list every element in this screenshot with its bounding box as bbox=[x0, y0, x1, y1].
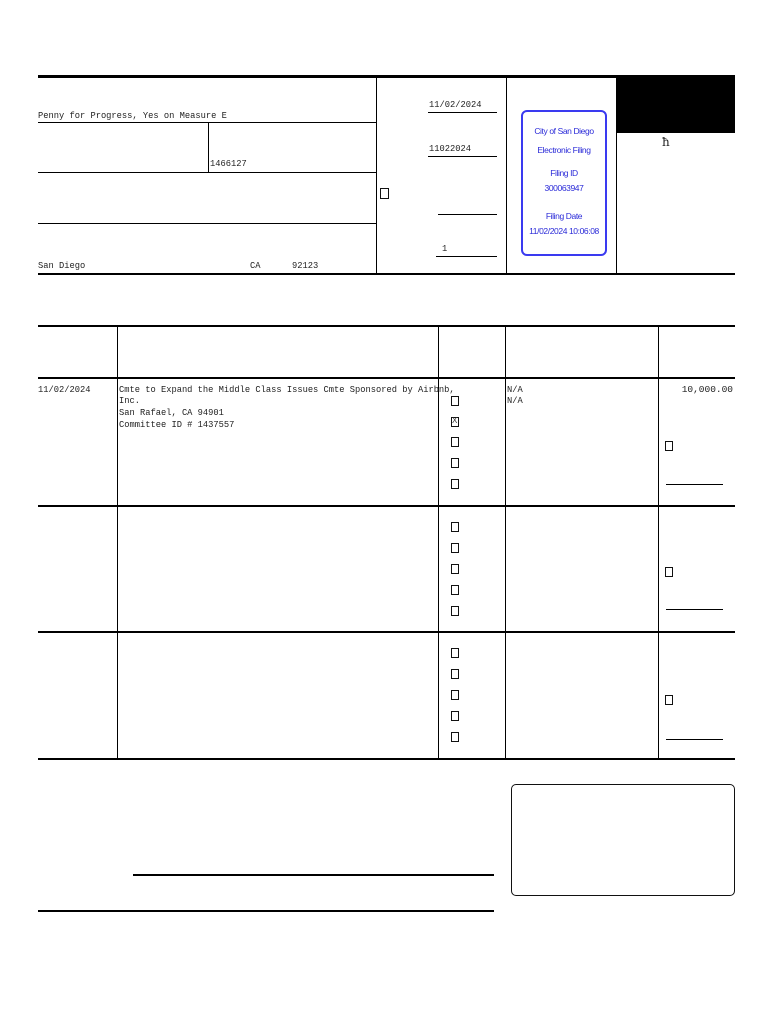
header-vert-short bbox=[208, 122, 209, 172]
stamp-line-4: 300063947 bbox=[544, 183, 584, 193]
entry-committee-id: Committee ID # 1437557 bbox=[119, 419, 235, 430]
table-col-1 bbox=[117, 325, 118, 760]
entry-name-line-2: Inc. bbox=[119, 395, 140, 406]
period-underline bbox=[428, 156, 497, 157]
committee-city: San Diego bbox=[38, 260, 86, 271]
row3-checkbox-5[interactable] bbox=[451, 732, 459, 742]
stamp-line-2: Electronic Filing bbox=[537, 145, 591, 155]
entry-name-line-1: Cmte to Expand the Middle Class Issues Cmte Sponsored by Airbnb, bbox=[119, 384, 455, 395]
header-row-rule-3 bbox=[38, 223, 376, 224]
blank-underline bbox=[438, 214, 497, 215]
committee-state: CA bbox=[250, 260, 261, 271]
committee-zip: 92123 bbox=[292, 260, 319, 271]
header-row-rule-2 bbox=[38, 172, 376, 173]
row1-checkbox-1[interactable] bbox=[451, 396, 459, 406]
footer-rule bbox=[38, 910, 494, 912]
row2-checkbox-3[interactable] bbox=[451, 564, 459, 574]
stamp-line-5: Filing Date bbox=[545, 211, 583, 221]
committee-id: 1466127 bbox=[210, 158, 247, 169]
row2-amount-checkbox[interactable] bbox=[665, 567, 673, 577]
header-divider-1 bbox=[376, 75, 377, 275]
entry-occupation: N/A bbox=[507, 395, 523, 406]
row3-amount-line bbox=[666, 739, 723, 740]
row1-amount-checkbox[interactable] bbox=[665, 441, 673, 451]
row2-checkbox-4[interactable] bbox=[451, 585, 459, 595]
row1-amount-line bbox=[666, 484, 723, 485]
table-row-rule-1 bbox=[38, 505, 735, 507]
committee-name: Penny for Progress, Yes on Measure E bbox=[38, 110, 227, 121]
subtotal-line bbox=[133, 874, 494, 876]
stamp-line-6: 11/02/2024 10:06:08 bbox=[529, 226, 599, 236]
table-col-4 bbox=[658, 325, 659, 760]
row1-checkbox-3[interactable] bbox=[451, 437, 459, 447]
row3-checkbox-2[interactable] bbox=[451, 669, 459, 679]
corner-symbol: ħ bbox=[662, 135, 670, 149]
header-bottom-rule bbox=[38, 273, 735, 275]
stamp-line-3: Filing ID bbox=[550, 168, 578, 178]
stamp-line-1: City of San Diego bbox=[534, 126, 594, 136]
row2-checkbox-1[interactable] bbox=[451, 522, 459, 532]
total-box bbox=[511, 784, 735, 896]
row1-checkbox-2[interactable] bbox=[451, 417, 459, 427]
filing-stamp bbox=[521, 110, 607, 256]
header-divider-2 bbox=[506, 75, 507, 275]
entry-employer: N/A bbox=[507, 384, 523, 395]
page-number: 1 bbox=[442, 243, 448, 254]
row2-checkbox-2[interactable] bbox=[451, 543, 459, 553]
row1-checkbox-4[interactable] bbox=[451, 458, 459, 468]
table-col-3 bbox=[505, 325, 506, 760]
row1-checkbox-5[interactable] bbox=[451, 479, 459, 489]
row3-checkbox-3[interactable] bbox=[451, 690, 459, 700]
entry-date: 11/02/2024 bbox=[38, 384, 91, 395]
row3-checkbox-4[interactable] bbox=[451, 711, 459, 721]
date-signed: 11/02/2024 bbox=[429, 99, 482, 110]
table-bottom-rule bbox=[38, 758, 735, 760]
row2-checkbox-5[interactable] bbox=[451, 606, 459, 616]
table-header-rule bbox=[38, 377, 735, 379]
period-code: 11022024 bbox=[429, 143, 471, 154]
entry-address: San Rafael, CA 94901 bbox=[119, 407, 224, 418]
amendment-checkbox[interactable] bbox=[380, 188, 389, 199]
row3-amount-checkbox[interactable] bbox=[665, 695, 673, 705]
table-row-rule-2 bbox=[38, 631, 735, 633]
row3-checkbox-1[interactable] bbox=[451, 648, 459, 658]
entry-amount: 10,000.00 bbox=[681, 384, 733, 395]
header-row-rule-1 bbox=[38, 122, 376, 123]
date-underline bbox=[428, 112, 497, 113]
row2-amount-line bbox=[666, 609, 723, 610]
table-top-rule bbox=[38, 325, 735, 327]
header-black-block bbox=[616, 75, 735, 133]
page-underline bbox=[436, 256, 497, 257]
